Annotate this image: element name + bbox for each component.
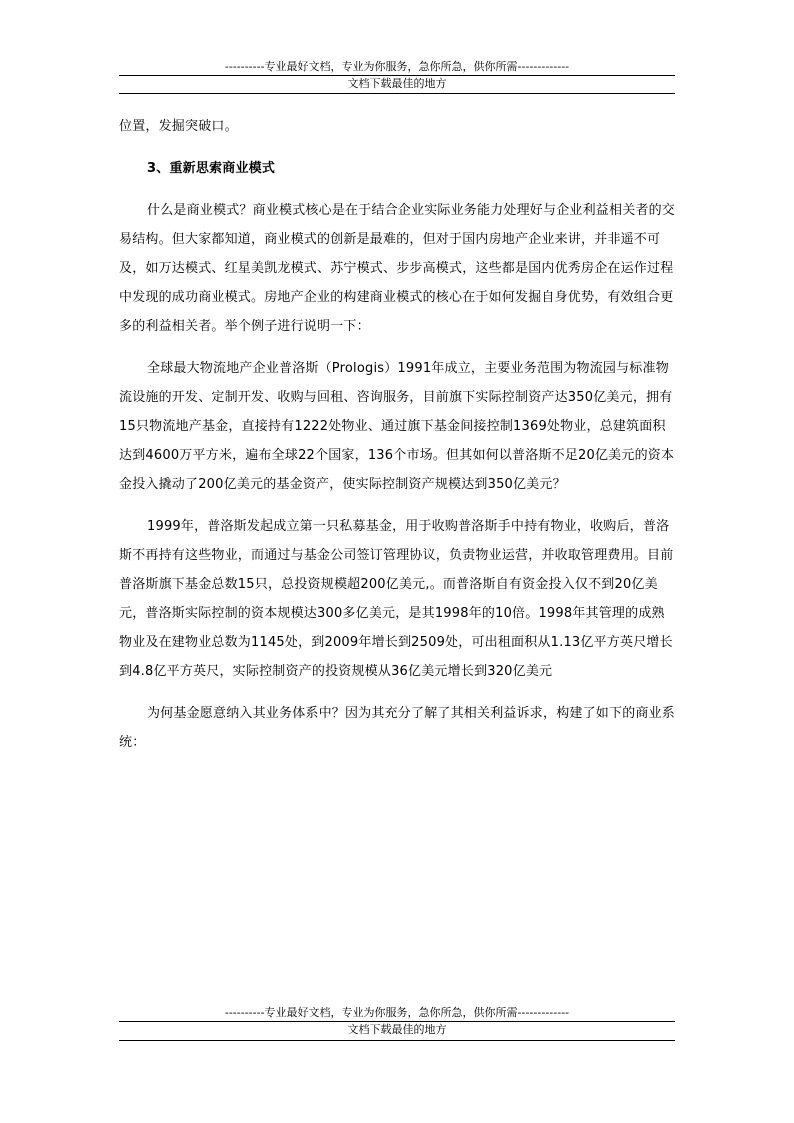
- footer-rule-bottom: [119, 1040, 675, 1041]
- paragraph-why-fund: 为何基金愿意纳入其业务体系中？因为其充分了解了其相关利益诉求，构建了如下的商业系统：: [119, 706, 676, 750]
- document-body: [119, 112, 675, 757]
- section-heading: 3、重新思索商业模式: [147, 161, 276, 176]
- paragraph-prologis-fund: 1999年，普洛斯发起成立第一只私募基金，用于收购普洛斯手中持有物业，收购后，普洛斯不再持有这些物业，而通过与基金公司签订管理协议，负责物业运营，并收取管理费用。目前普洛斯旗下基金总数15只，总投资规模超200亿美元,。而普洛斯自有资金投入仅不到20亿美元，普洛斯实际控制的资本规模达300多亿美元，是其1998年的10倍。1998年其管理的成熟物业及在建物业总数为1145处，到2009年增长到2509处，可出租面积从1.13亿平方英尺增长到4.8亿平方英尺，实际控制资产的投资规模从36亿美元增长到320亿美元: [119, 519, 674, 679]
- footer-slogan: ----------专业最好文档，专业为你服务，急你所急，供你所需-------------: [224, 1006, 570, 1019]
- footer-rule-top: [119, 1021, 675, 1022]
- continuation-text: 位置，发掘突破口。: [119, 119, 238, 134]
- header-rule-top: [119, 75, 675, 76]
- paragraph-business-model: 什么是商业模式？商业模式核心是在于结合企业实际业务能力处理好与企业利益相关者的交易结构。但大家都知道，商业模式的创新是最难的，但对于国内房地产企业来讲，并非遥不可及，如万达模式、红星美凯龙模式、苏宁模式、步步高模式，这些都是国内优秀房企在运作过程中发现的成功商业模式。房地产企业的构建商业模式的核心在于如何发掘自身优势，有效组合更多的利益相关者。举个例子进行说明一下：: [119, 203, 676, 334]
- header-rule-bottom: [119, 93, 675, 94]
- footer-subtitle: 文档下载最佳的地方: [347, 1023, 447, 1036]
- header-slogan: ----------专业最好文档，专业为你服务，急你所急，供你所需-------------: [224, 60, 570, 73]
- header-subtitle: 文档下载最佳的地方: [347, 77, 447, 90]
- paragraph-prologis-intro: 全球最大物流地产企业普洛斯（Prologis）1991年成立，主要业务范围为物流园与标准物流设施的开发、定制开发、收购与回租、咨询服务，目前旗下实际控制资产达350亿美元，拥有15只物流地产基金，直接持有1222处物业、通过旗下基金间接控制1369处物业，总建筑面积达到4600万平方米，遍布全球22个国家，136个市场。但其如何以普洛斯不足20亿美元的资本金投入撬动了200亿美元的基金资产，使实际控制资产规模达到350亿美元？: [119, 361, 675, 492]
